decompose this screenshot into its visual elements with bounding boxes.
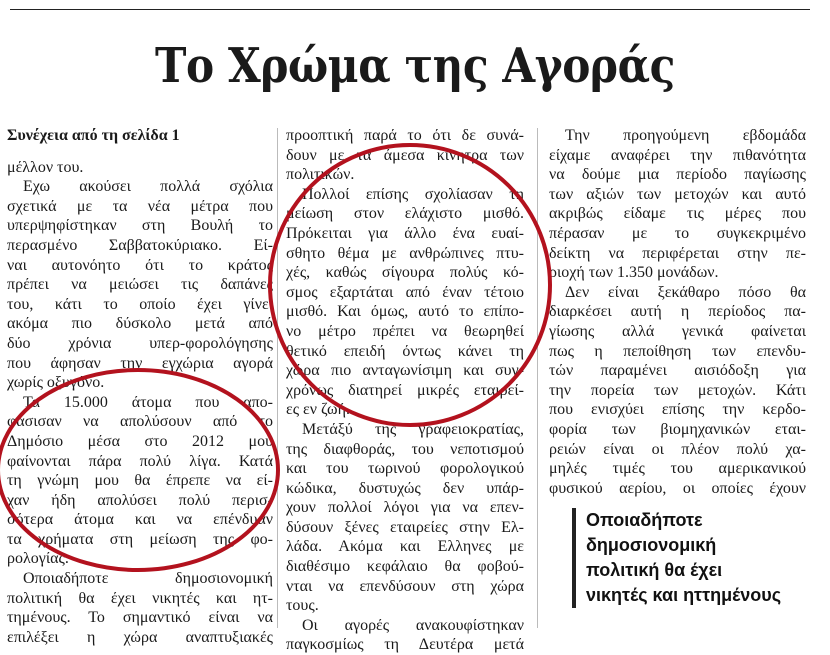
text-line: χρόνως διατηρεί μικρές εταιρεί- xyxy=(286,381,524,399)
text-line: δουν με τα άμεσα κίνητρα των xyxy=(286,146,524,164)
text-line: φυσικού αερίου, οι οποίες έχουν xyxy=(549,479,806,497)
pull-quote-line: δημοσιονομική xyxy=(586,535,717,555)
text-line: Εχω ακούσει πολλά σχόλια xyxy=(23,178,273,196)
text-line: πως η πεποίθηση των επενδυ- xyxy=(549,342,806,360)
text-line: χουν πολλοί λόγοι για να επεν- xyxy=(286,499,524,517)
text-line: μισθό. Και όμως, αυτό το επίπο- xyxy=(286,303,524,321)
text-line: ακριβώς είδαμε τις μέρες που xyxy=(549,205,806,223)
text-line: Οι αγορές ανακουφίστηκαν xyxy=(302,616,524,634)
text-line: νται να επενδύσουν στη χώρα xyxy=(286,577,524,595)
text-line: τη γνώμη μου θα έπρεπε να εί- xyxy=(7,472,273,490)
text-line: προοπτική παρά το ότι δε συνά- xyxy=(286,127,524,144)
text-line: γίωσης αλλά γενικά φαίνεται xyxy=(549,322,806,340)
text-line: λάδα. Ακόμα και Ελληνες με xyxy=(286,538,524,556)
text-line: που ενισχύει επίσης την κερδο- xyxy=(549,401,806,419)
text-line: χές, καθώς σίγουρα πολύς κό- xyxy=(286,264,524,282)
article-title: Το Χρώμα της Αγοράς xyxy=(155,38,675,94)
text-line: διαθέσιμο κεφάλαιο θα φοβού- xyxy=(286,558,524,576)
text-line: τους. xyxy=(286,597,319,615)
text-line: ναι αυτονόητο ότι το κράτος xyxy=(7,256,273,274)
text-line: φάσισαν να απολύσουν από το xyxy=(7,413,273,431)
text-line: φαίνονται πάρα πολύ λίγα. Κατά xyxy=(7,452,273,470)
text-line: ρειών είναι οι πλέον πολύ χα- xyxy=(549,440,806,458)
text-line: παγκοσμίως τη Δευτέρα μετά xyxy=(286,636,524,654)
text-line: διαρκέσει αυτή η περίοδος πα- xyxy=(549,303,806,321)
text-line: Μετάξύ της γραφειοκρατίας, xyxy=(302,420,524,438)
text-line: της διαφθοράς, του νεποτισμού xyxy=(286,440,524,458)
red-circle-annotation xyxy=(270,145,550,425)
text-line: δύο χρόνια υπερ-φορολόγησης xyxy=(7,334,273,352)
text-line: την πορεία των μετοχών. Κάτι xyxy=(549,381,806,399)
text-line: κώδικα, δυστυχώς δεν υπάρ- xyxy=(286,479,524,497)
text-line: να δούμε μια περίοδο παγίωσης xyxy=(549,166,806,184)
text-line: σότερα άτομα και να επένδυαν xyxy=(7,511,273,529)
text-line: επιλέξει η χώρα αναπτυξιακές xyxy=(7,628,273,646)
continued-from-label: Συνέχεια από τη σελίδα 1 xyxy=(7,127,180,144)
text-line: σχετικά με τα νέα μέτρα που xyxy=(7,197,273,215)
text-line: μηλές τιμές του αμερικανικού xyxy=(549,460,806,478)
text-line: μείωση στον ελάχιστο μισθό. xyxy=(286,205,524,223)
text-line: υπερψηφίστηκαν στη Βουλή το xyxy=(7,217,273,235)
text-line: Την προηγούμενη εβδομάδα xyxy=(565,127,806,144)
text-line: φορία των βιομηχανικών εται- xyxy=(549,420,806,438)
text-line: χώρα πιο ανταγωνίσιμη και συγ- xyxy=(286,362,524,380)
text-line: ακόμα πιο δύσκολο μετά από xyxy=(7,315,273,333)
text-line: σθητο θέμα με ανθρώπινες πτυ- xyxy=(286,244,524,262)
text-line: νο μέτρο πρέπει να θεωρηθεί xyxy=(286,322,524,340)
text-line: πρέπει να μειώσει τις δαπάνες xyxy=(7,276,273,294)
pull-quote-line: πολιτική θα έχει xyxy=(586,560,723,580)
red-circle-annotation xyxy=(0,370,278,570)
pull-quote-line: νικητές και ηττημένους xyxy=(586,585,782,605)
text-line: περασμένο Σαββατοκύριακο. Εί- xyxy=(7,236,273,254)
text-line: πολιτική θα έχει νικητές και ητ- xyxy=(7,589,273,607)
text-line: Δημόσιο μέσα στο 2012 μού xyxy=(7,432,273,450)
text-line: δύσουν ξένες εταιρείες στην Ελ- xyxy=(286,518,524,536)
text-line: τημένους. Το σημαντικό είναι να xyxy=(7,609,273,627)
text-line: χωρίς οξυγόνο. xyxy=(7,374,105,392)
text-line: θετικό επειδή όντως κάνει τη xyxy=(286,342,524,360)
text-line: δείκτη να περιφέρεται στην πε- xyxy=(549,244,806,262)
text-line: χαν ήδη απολύσει πολύ περισ- xyxy=(7,491,273,509)
text-line: ρολογίας. xyxy=(7,550,69,568)
text-line: των αξιών των μετοχών και αυτό xyxy=(549,185,806,203)
text-line: του, κάτι το οποίο έχει γίνει xyxy=(7,295,273,313)
text-line: Δεν είναι ξεκάθαρο πόσο θα xyxy=(565,283,806,301)
text-line: Τα 15.000 άτομα που απο- xyxy=(23,393,273,411)
pull-quote-line: Οποιαδήποτε xyxy=(586,510,703,530)
text-line: Πολλοί επίσης σχολίασαν τη xyxy=(302,185,524,203)
text-line: Οποιαδήποτε δημοσιονομική xyxy=(23,570,273,588)
text-line: ες εν ζωή. xyxy=(286,401,350,419)
text-line: που άφησαν την εγχώρια αγορά xyxy=(7,354,273,372)
text-line: τα χρήματα στη μείωση της φο- xyxy=(7,530,273,548)
text-line: σμος εξαρτάται από έναν τέτοιο xyxy=(286,283,524,301)
text-line: πολιτικών. xyxy=(286,166,355,184)
text-line: και του τωρινού φορολογικού xyxy=(286,460,524,478)
text-line: πέρασαν με το συγκεκριμένο xyxy=(549,224,806,242)
text-line: ριοχή των 1.350 μονάδων. xyxy=(549,264,719,282)
text-line: Πρόκειται για άλλο ένα ευαί- xyxy=(286,224,524,242)
text-line: είχαμε αναφέρει την πιθανότητα xyxy=(549,146,806,164)
text-line: μέλλον του. xyxy=(7,158,84,176)
text-line: τών παραμένει αισιόδοξη για xyxy=(549,362,806,380)
